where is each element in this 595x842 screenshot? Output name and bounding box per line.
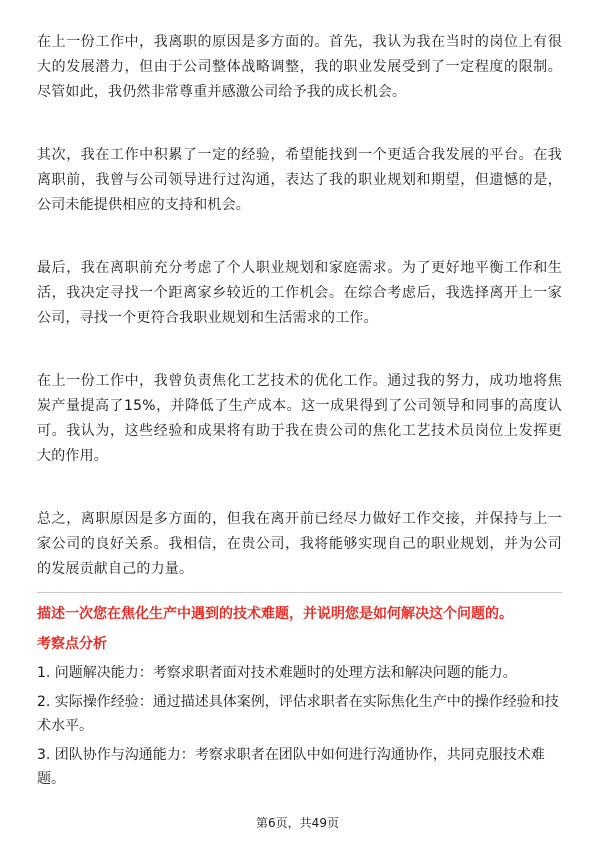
page-number: 第6页，共49页: [256, 816, 339, 830]
analysis-list: [37, 661, 562, 791]
analysis-item: 1. 问题解决能力：考察求职者面对技术难题时的处理方法和解决问题的能力。: [37, 665, 517, 681]
paragraph-5: 总之，离职原因是多方面的，但我在离开前已经尽力做好工作交接，并保持与上一家公司的良好关系。我相信，在贵公司，我将能够实现自己的职业规划，并为公司的发展贡献自己的力量。: [37, 511, 562, 577]
analysis-item: 3. 团队协作与沟通能力：考察求职者在团队中如何进行沟通协作，共同克服技术难题。: [37, 747, 545, 787]
section-divider: [37, 592, 562, 593]
analysis-item: 2. 实际操作经验：通过描述具体案例，评估求职者在实际焦化生产中的操作经验和技术水平。: [37, 694, 559, 734]
analysis-title: 考察点分析: [37, 636, 107, 652]
page-content: [37, 30, 562, 796]
paragraph-4: 在上一份工作中，我曾负责焦化工艺技术的优化工作。通过我的努力，成功地将焦炭产量提高了15%，并降低了生产成本。这一成果得到了公司领导和同事的高度认可。我认为，这些经验和成果将有助于我在贵公司的焦化工艺技术员岗位上发挥更大的作用。: [37, 373, 562, 464]
paragraph-3: 最后，我在离职前充分考虑了个人职业规划和家庭需求。为了更好地平衡工作和生活，我决定寻找一个距离家乡较近的工作机会。在综合考虑后，我选择离开上一家公司，寻找一个更符合我职业规划和生活需求的工作。: [37, 260, 562, 326]
paragraph-1: 在上一份工作中，我离职的原因是多方面的。首先，我认为我在当时的岗位上有很大的发展潜力，但由于公司整体战略调整，我的职业发展受到了一定程度的限制。尽管如此，我仍然非常尊重并感激公司给予我的成长机会。: [37, 34, 562, 100]
question-heading: 描述一次您在焦化生产中遇到的技术难题，并说明您是如何解决这个问题的。: [37, 606, 513, 622]
paragraph-2: 其次，我在工作中积累了一定的经验，希望能找到一个更适合我发展的平台。在我离职前，我曾与公司领导进行过沟通，表达了我的职业规划和期望，但遗憾的是，公司未能提供相应的支持和机会。: [37, 147, 562, 213]
